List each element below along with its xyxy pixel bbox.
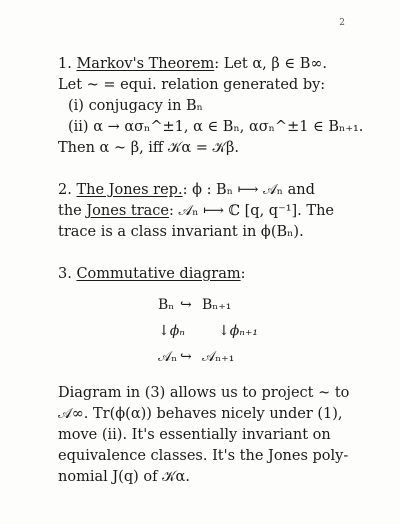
diagram-right-arrow: ↓ϕₙ₊₁ [218, 323, 258, 339]
section-3-paragraph [58, 383, 348, 488]
jones-trace-term: Jones trace [86, 203, 169, 219]
diagram-bottom-right: 𝒜ₙ₊₁ [202, 349, 235, 365]
paragraph-line-3: move (ii). It's essentially invariant on [58, 427, 331, 443]
section-1-title: Markov's Theorem [76, 56, 215, 72]
section-2-line3: trace is a class invariant in ϕ(Bₙ). [58, 224, 304, 240]
section-2-line2 [58, 201, 348, 222]
diagram-bottom-arrow: ↪ [180, 349, 192, 365]
section-1-line2: Let ~ = equi. relation generated by: [58, 77, 326, 93]
item-1-label: (i) [68, 98, 84, 114]
item-2-label: (ii) [68, 119, 89, 135]
commutative-diagram [58, 291, 348, 373]
item-2-text: α → ασₙ^±1, α ∈ Bₙ, ασₙ^±1 ∈ Bₙ₊₁. [93, 119, 364, 135]
section-2-line2-prefix: the [58, 203, 82, 219]
paragraph-line-4: equivalence classes. It's the Jones poly- [58, 448, 349, 464]
section-3-heading-line [58, 264, 348, 285]
diagram-top-right: Bₙ₊₁ [202, 297, 232, 313]
section-1-number: 1. [58, 56, 72, 72]
paragraph-line-5: nomial J(q) of 𝒦α. [58, 469, 190, 485]
section-2-heading-line [58, 180, 348, 201]
item-1-text: conjugacy in Bₙ [88, 98, 203, 114]
page-number: 2 [339, 18, 345, 28]
paragraph-line-1: Diagram in (3) allows us to project ~ to [58, 385, 350, 401]
section-1-item-1 [58, 96, 348, 117]
section-2-line2-rest: : 𝒜ₙ ⟼ ℂ [q, q⁻¹]. The [168, 203, 334, 219]
section-3-colon: : [240, 266, 246, 282]
section-1-conclusion: Then α ~ β, iff 𝒦α = 𝒦β. [58, 140, 239, 156]
section-1-line1-rest: : Let α, β ∈ B∞. [214, 56, 328, 72]
diagram-left-arrow: ↓ϕₙ [158, 323, 185, 339]
section-3-number: 3. [58, 266, 72, 282]
diagram-bottom-left: 𝒜ₙ [158, 349, 178, 365]
section-3-title: Commutative diagram [76, 266, 241, 282]
section-2-line1-rest: : ϕ : Bₙ ⟼ 𝒜ₙ and [182, 182, 315, 198]
section-2-title: The Jones rep. [76, 182, 183, 198]
paragraph-line-2: 𝒜∞. Tr(ϕ(α)) behaves nicely under (1), [58, 406, 343, 422]
section-2-number: 2. [58, 182, 72, 198]
page-content [58, 54, 364, 488]
diagram-top-left: Bₙ [158, 297, 175, 313]
section-1-item-2 [58, 117, 364, 138]
diagram-top-arrow: ↪ [180, 297, 192, 313]
section-1-heading-line [58, 54, 348, 75]
